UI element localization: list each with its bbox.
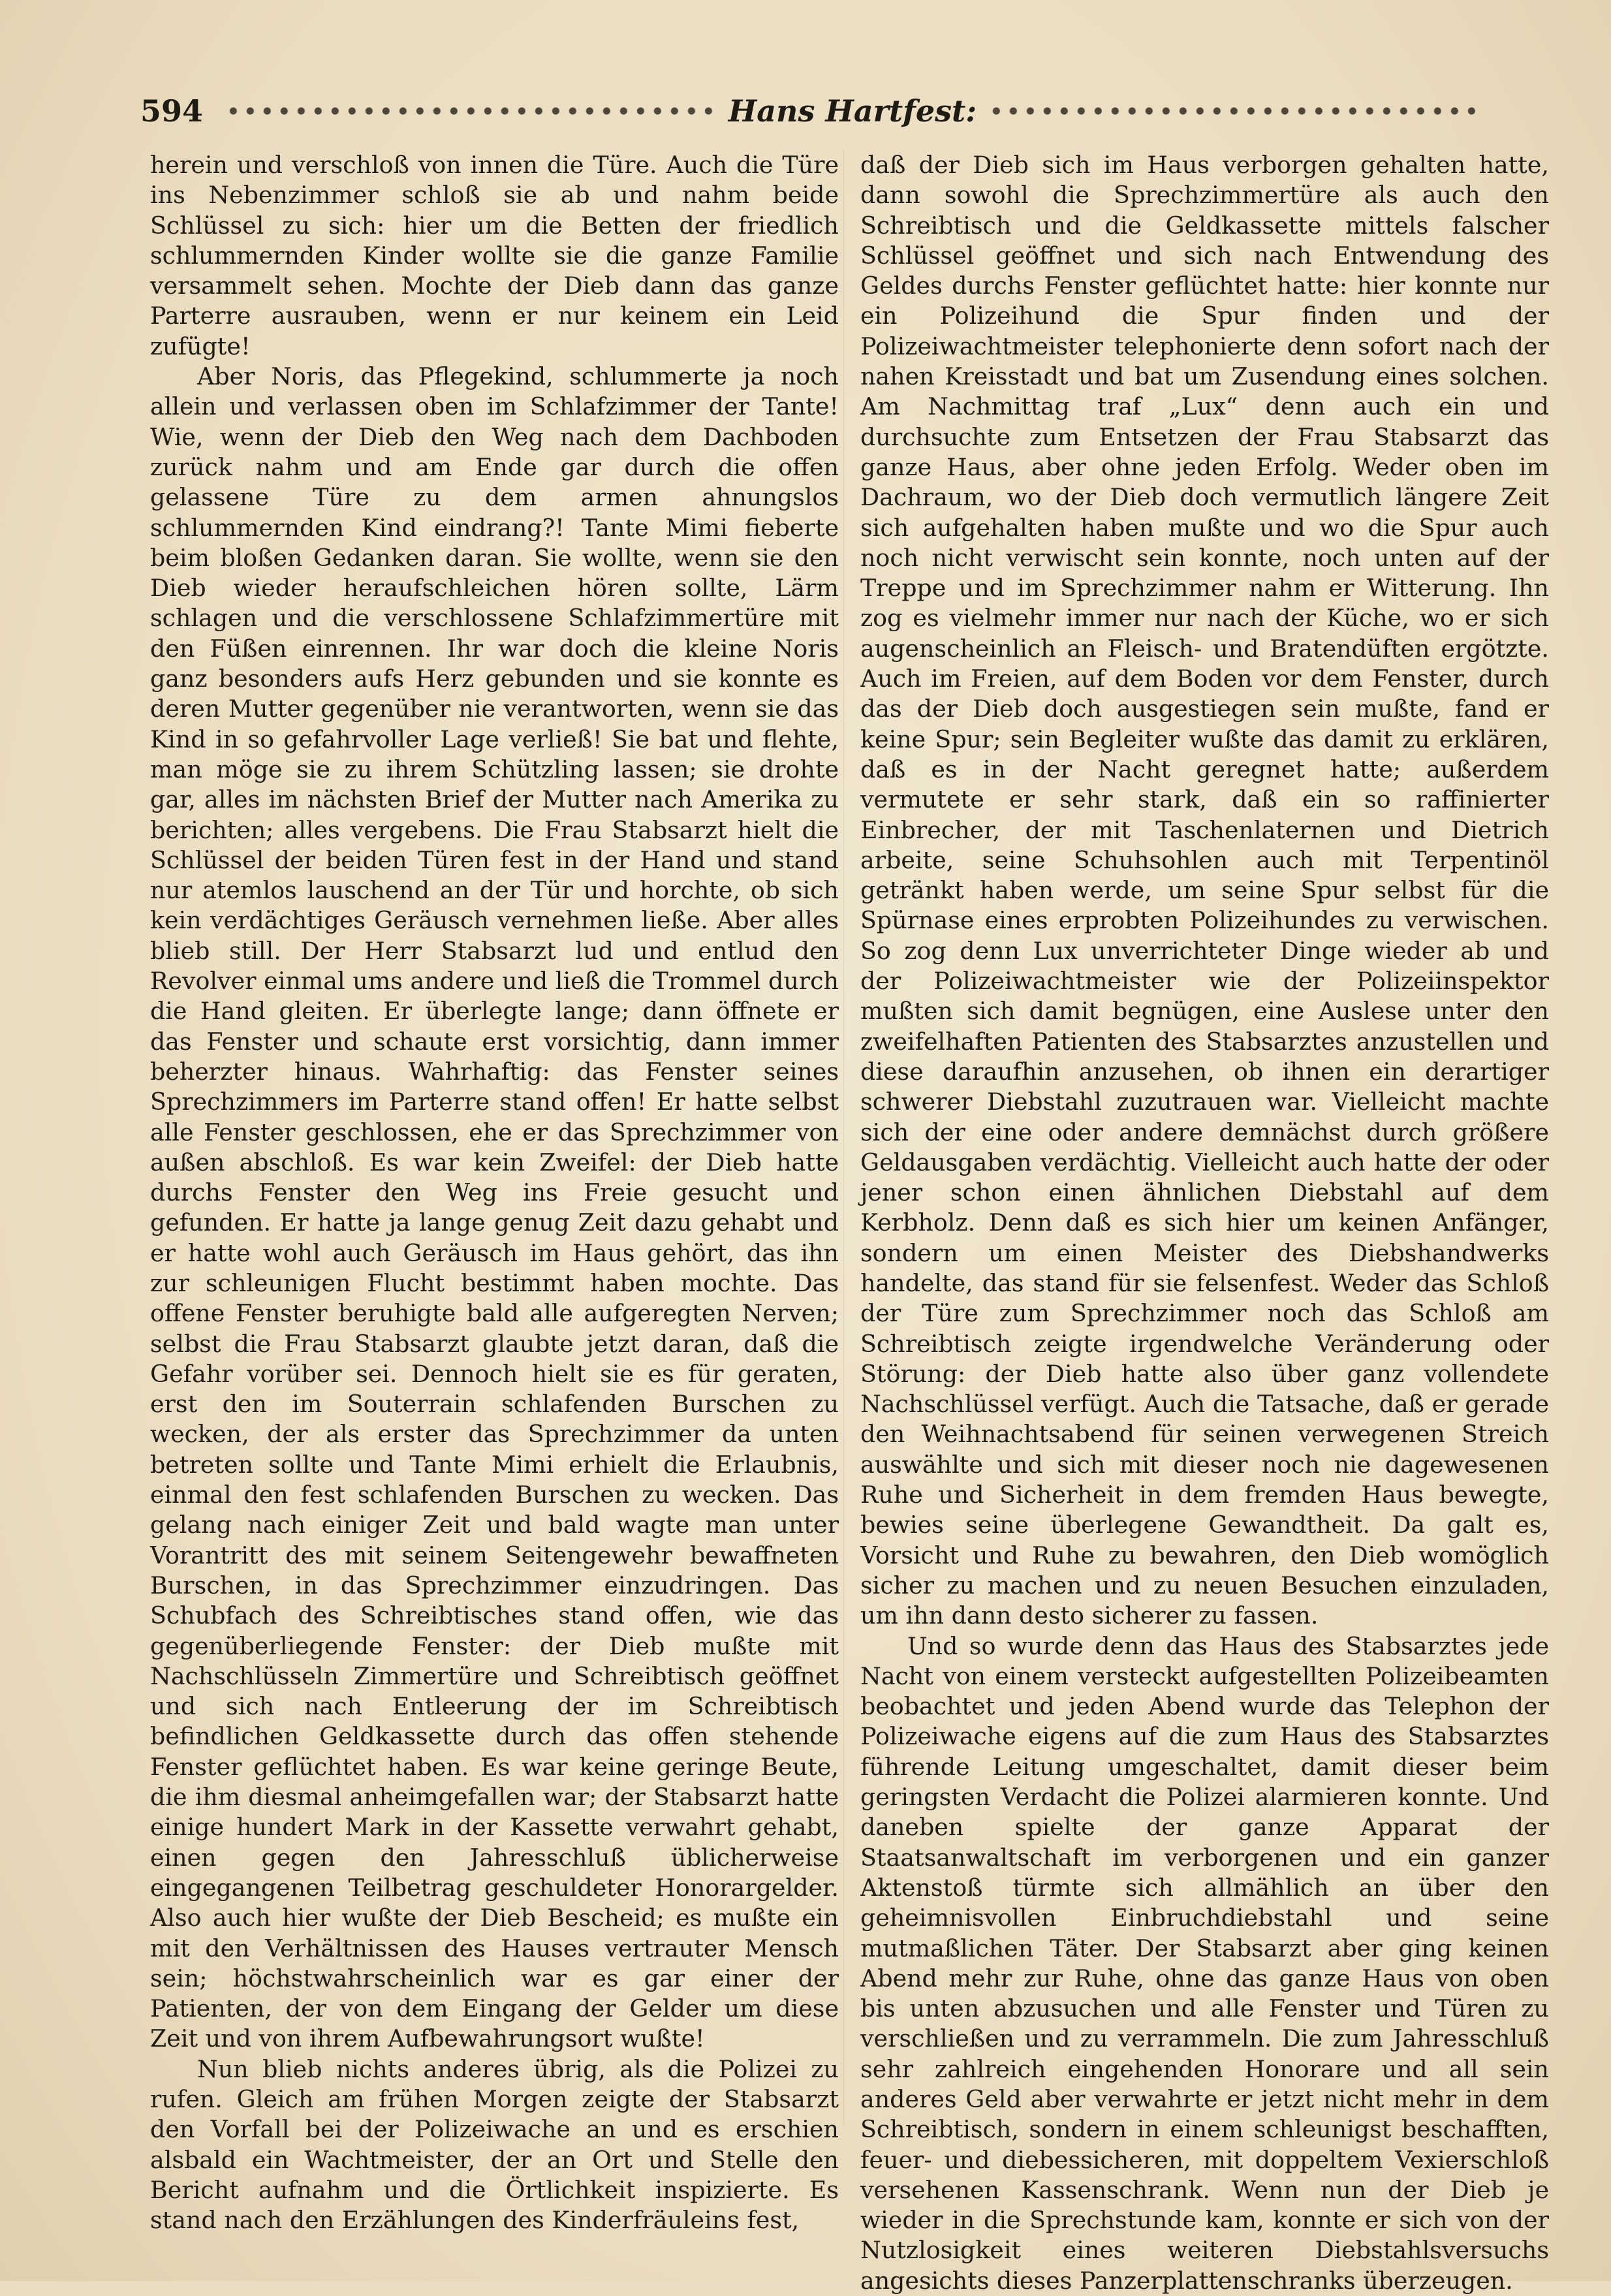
column-divider <box>843 150 844 2125</box>
paragraph: Nun blieb nichts anderes übrig, als die Polizei zu rufen. Gleich am frühen Morgen zeigte der Stabsarzt den Vorfall bei der Polizeiwache an und es erschien alsbald ein Wachtmeister, der an Ort und Stelle den Bericht aufnahm und die Örtlichkeit inspizierte. Es stand nach den Erzählungen des Kinderfräuleins fest, <box>150 2054 839 2235</box>
running-title: Hans Hartfest: <box>728 93 977 129</box>
paragraph: Aber Noris, das Pflegekind, schlummerte ja noch allein und verlassen oben im Schlafzimmer der Tante! Wie, wenn der Dieb den Weg nach dem Dachboden zurück nahm und am Ende gar durch die offen gelassene Türe zu dem armen ahnungslos schlummernden Kind eindrang?! Tante Mimi fieberte beim bloßen Gedanken daran. Sie wollte, wenn sie den Dieb wieder heraufschleichen hören sollte, Lärm schlagen und die verschlossene Schlafzimmertüre mit den Füßen einrennen. Ihr war doch die kleine Noris ganz besonders aufs Herz gebunden und sie konnte es deren Mutter gegenüber nie verantworten, wenn sie das Kind in so gefahrvoller Lage verließ! Sie bat und flehte, man möge sie zu ihrem Schützling lassen; sie drohte gar, alles im nächsten Brief der Mutter nach Amerika zu berichten; alles vergebens. Die Frau Stabsarzt hielt die Schlüssel der beiden Türen fest in der Hand und stand nur atemlos lauschend an der Tür und horchte, ob sich kein verdächtiges Geräusch vernehmen ließe. Aber alles blieb still. Der Herr Stabsarzt lud und entlud den Revolver einmal ums andere und ließ die Trommel durch die Hand gleiten. Er überlegte lange; dann öffnete er das Fenster und schaute erst vorsichtig, dann immer beherzter hinaus. Wahrhaftig: das Fenster seines Sprechzimmers im Parterre stand offen! Er hatte selbst alle Fenster geschlossen, ehe er das Sprechzimmer von außen abschloß. Es war kein Zweifel: der Dieb hatte durchs Fenster den Weg ins Freie gesucht und gefunden. Er hatte ja lange genug Zeit dazu gehabt und er hatte wohl auch Geräusch im Haus gehört, das ihn zur schleunigen Flucht bestimmt haben mochte. Das offene Fenster beruhigte bald alle aufgeregten Nerven; selbst die Frau Stabsarzt glaubte jetzt daran, daß die Gefahr vorüber sei. Dennoch hielt sie es für geraten, erst den im Souterrain schlafenden Burschen zu wecken, der als erster das Sprechzimmer da unten betreten sollte und Tante Mimi erhielt die Erlaubnis, einmal den fest schlafenden Burschen zu wecken. Das gelang nach einiger Zeit und bald wagte man unter Vorantritt des mit seinem Seitengewehr bewaffneten Burschen, in das Sprechzimmer einzudringen. Das Schubfach des Schreibtisches stand offen, wie das gegenüberliegende Fenster: der Dieb mußte mit Nachschlüsseln Zimmertüre und Schreibtisch geöffnet und sich nach Entleerung der im Schreibtisch befindlichen Geldkassette durch das offen stehende Fenster geflüchtet haben. Es war keine geringe Beute, die ihm diesmal anheimgefallen war; der Stabsarzt hatte einige hundert Mark in der Kassette verwahrt gehabt, einen gegen den Jahresschluß üblicherweise eingegangenen Teilbetrag geschuldeter Honorargelder. Also auch hier wußte der Dieb Bescheid; es mußte ein mit den Verhältnissen des Hauses vertrauter Mensch sein; höchstwahrscheinlich war es gar einer der Patienten, der von dem Eingang der Gelder um diese Zeit und von ihrem Aufbewahrungsort wußte! <box>150 362 839 2053</box>
left-column <box>150 150 839 2235</box>
paragraph: herein und verschloß von innen die Türe. Auch die Türe ins Nebenzimmer schloß sie ab und nahm beide Schlüssel zu sich: hier um die Betten der friedlich schlummernden Kinder wollte sie die ganze Familie versammelt sehen. Mochte der Dieb dann das ganze Parterre ausrauben, wenn er nur keinem ein Leid zufügte! <box>150 151 839 360</box>
page-number: 594 <box>140 93 204 129</box>
ornament-left <box>223 102 719 119</box>
paragraph: Und so wurde denn das Haus des Stabsarztes jede Nacht von einem versteckt aufgestellten Polizeibeamten beobachtet und jeden Abend wurde das Telephon der Polizeiwache eigens auf die zum Haus des Stabsarztes führende Leitung umgeschaltet, damit dieser beim geringsten Verdacht die Polizei alarmieren konnte. Und daneben spielte der ganze Apparat der Staatsanwaltschaft im verborgenen und ein ganzer Aktenstoß türmte sich allmählich an über den geheimnisvollen Einbruchdiebstahl und seine mutmaßlichen Täter. Der Stabsarzt aber ging keinen Abend mehr zur Ruhe, ohne das ganze Haus von oben bis unten abzusuchen und alle Fenster und Türen zu verschließen und zu verrammeln. Die zum Jahresschluß sehr zahlreich eingehenden Honorare und all sein anderes Geld aber verwahrte er jetzt nicht mehr in dem Schreibtisch, sondern in einem schleunigst beschafften, feuer- und diebessicheren, mit doppeltem Vexierschloß versehenen Kassenschrank. Wenn nun der Dieb je wieder in die Sprechstunde kam, konnte er sich von der Nutzlosigkeit eines weiteren Diebstahlsversuchs angesichts dieses Panzerplattenschranks überzeugen. <box>860 1631 1549 2295</box>
paragraph: daß der Dieb sich im Haus verborgen gehalten hatte, dann sowohl die Sprechzimmertüre als auch den Schreibtisch und die Geldkassette mittels falscher Schlüssel geöffnet und sich nach Entwendung des Geldes durchs Fenster geflüchtet hatte: hier konnte nur ein Polizeihund die Spur finden und der Polizeiwachtmeister telephonierte denn sofort nach der nahen Kreisstadt und bat um Zusendung eines solchen. Am Nachmittag traf „Lux“ denn auch ein und durchsuchte zum Entsetzen der Frau Stabsarzt das ganze Haus, aber ohne jeden Erfolg. Weder oben im Dachraum, wo der Dieb doch vermutlich längere Zeit sich aufgehalten haben mußte und wo die Spur auch noch nicht verwischt sein konnte, noch unten auf der Treppe und im Sprechzimmer nahm er Witterung. Ihn zog es vielmehr immer nur nach der Küche, wo er sich augenscheinlich an Fleisch- und Bratendüften ergötzte. Auch im Freien, auf dem Boden vor dem Fenster, durch das der Dieb doch ausgestiegen sein mußte, fand er keine Spur; sein Begleiter wußte das damit zu erklären, daß es in der Nacht geregnet hatte; außerdem vermutete er sehr stark, daß ein so raffinierter Einbrecher, der mit Taschenlaternen und Dietrich arbeite, seine Schuhsohlen auch mit Terpentinöl getränkt haben werde, um seine Spur selbst für die Spürnase eines erprobten Polizeihundes zu verwischen. So zog denn Lux unverrichteter Dinge wieder ab und der Polizeiwachtmeister wie der Polizeiinspektor mußten sich damit begnügen, eine Auslese unter den zweifelhaften Patienten des Stabsarztes anzustellen und diese daraufhin anzusehen, ob ihnen ein derartiger schwerer Diebstahl zuzutrauen war. Vielleicht machte sich der eine oder andere demnächst durch größere Geldausgaben verdächtig. Vielleicht auch hatte der oder jener schon einen ähnlichen Diebstahl auf dem Kerbholz. Denn daß es sich hier um keinen Anfänger, sondern um einen Meister des Diebshandwerks handelte, das stand für sie felsenfest. Weder das Schloß der Türe zum Sprechzimmer noch das Schloß am Schreibtisch zeigte irgendwelche Veränderung oder Störung: der Dieb hatte also über ganz vollendete Nachschlüssel verfügt. Auch die Tatsache, daß er gerade den Weihnachtsabend für seinen verwegenen Streich auswählte und sich mit dieser noch nie dagewesenen Ruhe und Sicherheit in dem fremden Haus bewegte, bewies seine überlegene Gewandtheit. Da galt es, Vorsicht und Ruhe zu bewahren, den Dieb womöglich sicher zu machen und zu neuen Besuchen einzuladen, um ihn dann desto sicherer zu fassen. <box>860 151 1549 1630</box>
ornament-right <box>986 102 1482 119</box>
page-header <box>140 85 1492 137</box>
right-column <box>860 150 1549 2296</box>
